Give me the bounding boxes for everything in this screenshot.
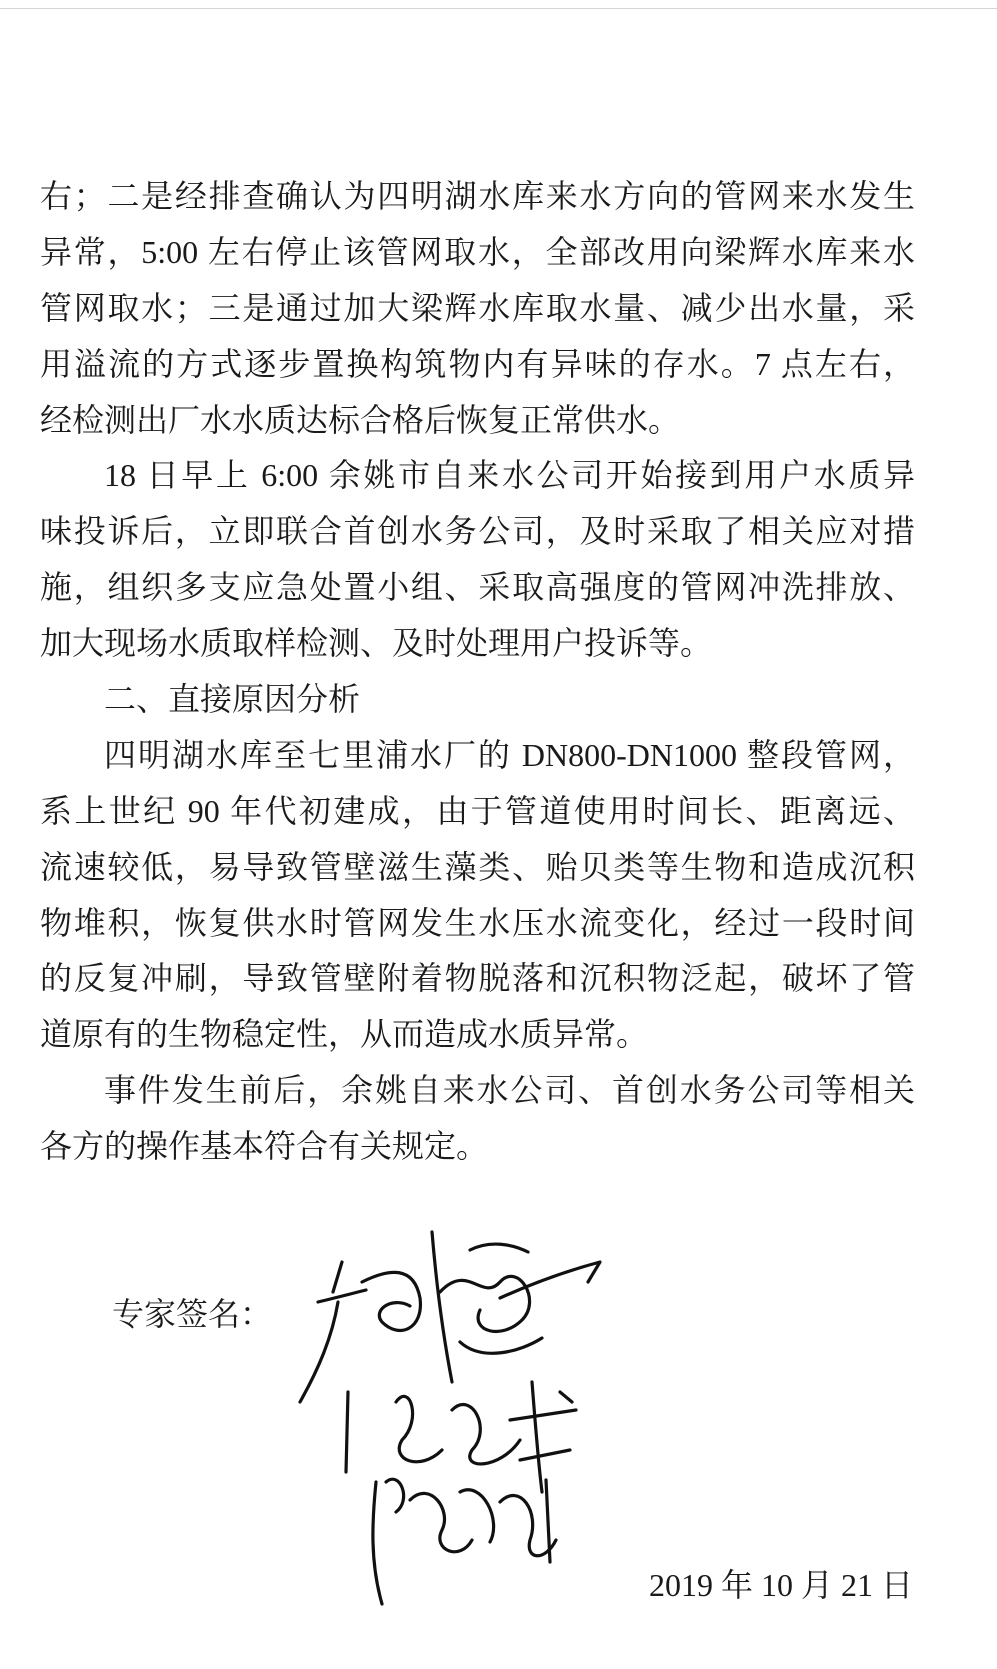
paragraph-line: 18 日早上 6:00 余姚市自来水公司开始接到用户水质异: [104, 457, 915, 494]
paragraph-line: 系上世纪 90 年代初建成，由于管道使用时间长、距离远、: [40, 792, 915, 829]
document-date: 2019 年 10 月 21 日: [649, 1567, 914, 1603]
paragraph-2: [40, 448, 915, 672]
signature-label: 专家签名：: [112, 1296, 273, 1332]
paragraph-line: 事件发生前后，余姚自来水公司、首创水务公司等相关: [104, 1072, 915, 1109]
paragraph-line: 用溢流的方式逐步置换构筑物内有异味的存水。7 点左右，: [40, 345, 915, 382]
signature-1: [300, 1232, 600, 1402]
paragraph-line: 的反复冲刷，导致管壁附着物脱落和沉积物泛起，破坏了管: [40, 960, 915, 997]
signature-2: [346, 1382, 576, 1492]
paragraph-line: 物堆积，恢复供水时管网发生水压水流变化，经过一段时间: [40, 904, 915, 941]
paragraph-line: 各方的操作基本符合有关规定。: [40, 1128, 489, 1165]
paragraph-line: 道原有的生物稳定性，从而造成水质异常。: [40, 1016, 649, 1053]
paragraph-1: [40, 169, 915, 448]
scan-edge-line: [0, 8, 997, 9]
paragraph-line: 味投诉后，立即联合首创水务公司，及时采取了相关应对措: [40, 513, 915, 550]
document-body: [40, 169, 915, 1175]
paragraph-line: 异常，5:00 左右停止该管网取水，全部改用向梁辉水库来水: [40, 233, 915, 270]
paragraph-line: 经检测出厂水水质达标合格后恢复正常供水。: [40, 401, 681, 438]
paragraph-line: 施，组织多支应急处置小组、采取高强度的管网冲洗排放、: [40, 569, 915, 606]
paragraph-line: 加大现场水质取样检测、及时处理用户投诉等。: [40, 625, 713, 662]
paragraph-line: 流速较低，易导致管壁滋生藻类、贻贝类等生物和造成沉积: [40, 848, 915, 885]
paragraph-line: 四明湖水库至七里浦水厂的 DN800-DN1000 整段管网，: [104, 736, 915, 773]
paragraph-line: 管网取水；三是通过加大梁辉水库取水量、减少出水量，采: [40, 289, 915, 326]
paragraph-4: [40, 1063, 915, 1175]
section-heading: 二、直接原因分析: [104, 681, 361, 718]
signature-3: [373, 1479, 556, 1604]
paragraph-line: 右；二是经排查确认为四明湖水库来水方向的管网来水发生: [40, 178, 915, 214]
paragraph-3: [40, 728, 915, 1063]
